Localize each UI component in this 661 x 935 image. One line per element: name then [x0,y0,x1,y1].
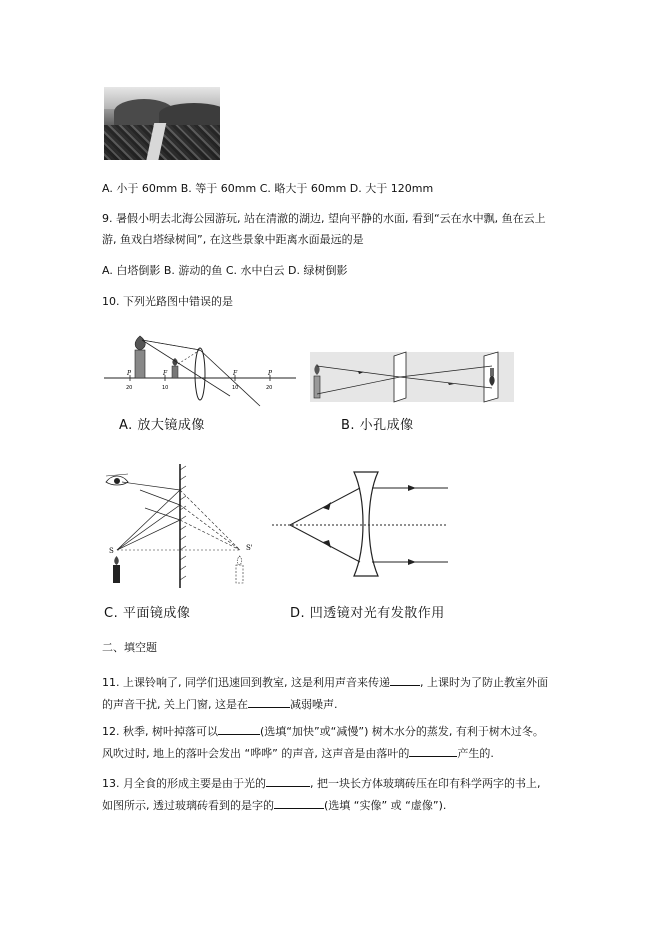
q11-line2 [102,696,338,712]
fig-a-tick-2: 10 [162,385,169,391]
fig-a-tick-3: 10 [232,385,239,391]
q13-text-b: , 把一块长方体玻璃砖压在印有科学两字的书上, [310,777,541,790]
fig-a-tick-4: 20 [266,385,273,391]
q13-blank-1[interactable] [266,775,310,787]
q12-text-d: 产生的. [457,747,494,760]
q8-options: A. 小于 60mm B. 等于 60mm C. 略大于 60mm D. 大于 120mm [102,182,434,195]
fig-a-mark-p2: P [268,370,273,377]
q11-line1 [102,674,548,690]
figure-c-label: C. 平面镜成像 [104,606,191,621]
q13-line2 [102,797,446,813]
figure-c-plane-mirror [100,460,265,590]
figure-d-label: D. 凹透镜对光有发散作用 [290,606,445,621]
figure-b-pinhole [308,350,518,406]
q13-line1 [102,775,541,791]
q11-text-d: 减弱噪声. [290,698,338,711]
figure-a-label: A. 放大镜成像 [119,418,205,433]
fig-a-mark-p1: P [127,370,132,377]
fig-a-mark-f2: F [233,370,238,377]
q9-options: A. 白塔倒影 B. 游动的鱼 C. 水中白云 D. 绿树倒影 [102,264,348,277]
q12-blank-2[interactable] [409,745,457,757]
q12-text-c: 风吹过时, 地上的落叶会发出 “哗哗” 的声音, 这声音是由落叶的 [102,747,410,760]
q13-blank-2[interactable] [274,797,324,809]
figure-a-magnifier [100,328,300,408]
q11-blank-2[interactable] [248,696,290,708]
q12-text-b: (选填“加快”或“减慢”) 树木水分的蒸发, 有利于树木过冬。 [259,725,544,738]
fig-a-tick-1: 20 [126,385,133,391]
landscape-photo [104,87,220,160]
fig-a-mark-f1: F [163,370,168,377]
q13-text-a: 13. 月全食的形成主要是由于光的 [102,777,266,790]
q12-line2 [102,745,494,761]
q11-text-b: , 上课时为了防止教室外面 [419,676,548,689]
figure-d-concave-lens [268,468,452,583]
q13-text-d: (选填 “实像” 或 “虚像”). [324,799,447,812]
fig-c-s-prime-label: S' [246,544,253,552]
q13-text-c: 如图所示, 透过玻璃砖看到的是字的 [102,799,274,812]
q9-line1: 9. 暑假小明去北海公园游玩, 站在清澈的湖边, 望向平静的水面, 看到“云在水中飘, 鱼在云上 [102,212,546,225]
q9-line2: 游, 鱼戏白塔绿树间”, 在这些景象中距离水面最远的是 [102,233,364,246]
q11-blank-1[interactable] [390,674,420,686]
figure-b-label: B. 小孔成像 [341,418,414,433]
fig-c-s-label: S [109,547,114,555]
q12-text-a: 12. 秋季, 树叶掉落可以 [102,725,218,738]
q11-text-a: 11. 上课铃响了, 同学们迅速回到教室, 这是利用声音来传递 [102,676,390,689]
q10-title: 10. 下列光路图中错误的是 [102,295,233,308]
q12-line1 [102,723,544,739]
section-title: 二、填空题 [102,641,157,654]
q11-text-c: 的声音干扰, 关上门窗, 这是在 [102,698,248,711]
q12-blank-1[interactable] [218,723,260,735]
